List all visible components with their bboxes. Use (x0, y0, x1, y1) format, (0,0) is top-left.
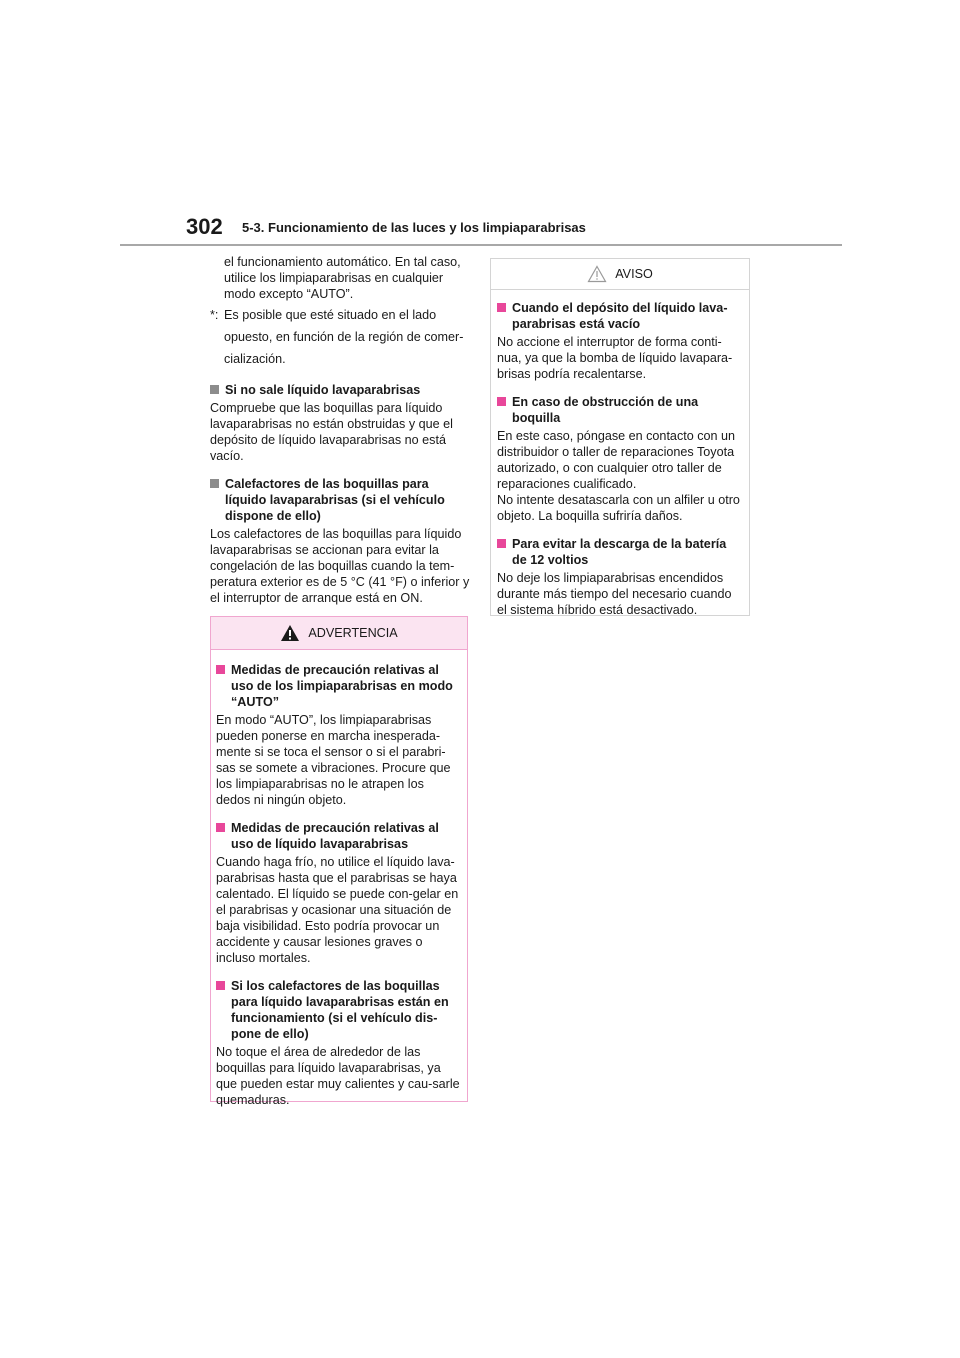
square-bullet-icon (216, 981, 225, 990)
square-bullet-icon (210, 479, 219, 488)
notice-text-battery: No deje los limpiaparabrisas encendidos durante más tiempo del necesario cuando el sistema híbrido está desactivado. (497, 571, 732, 617)
section-title: 5-3. Funcionamiento de las luces y los limpiaparabrisas (242, 220, 586, 235)
warning-header (211, 617, 467, 650)
notice-header (491, 259, 749, 290)
square-bullet-icon (216, 665, 225, 674)
warning-heading-auto-mode: Medidas de precaución relativas al uso de los limpiaparabrisas en modo “AUTO” (216, 662, 461, 710)
notice-text-empty-tank: No accione el interruptor de forma conti-nua, ya que la bomba de líquido lavapara-brisas podría recalentarse. (497, 335, 733, 381)
footnote-mark: *: (210, 308, 219, 322)
notice-text-clogged-nozzle-2: No intente desatascarla con un alfiler u otro objeto. La boquilla sufriría daños. (497, 493, 740, 523)
notice-triangle-icon (587, 265, 607, 283)
header-divider (120, 244, 842, 246)
warning-heading-heaters-on: Si los calefactores de las boquillas para líquido lavaparabrisas están en funcionamiento (si el vehículo dis-pone de ello) (216, 978, 461, 1042)
left-column (210, 254, 472, 606)
footnote (210, 304, 472, 370)
warning-triangle-icon (280, 624, 300, 642)
section-heading-no-fluid: Si no sale líquido lavaparabrisas (210, 382, 472, 398)
notice-heading-empty-tank: Cuando el depósito del líquido lava-parabrisas está vacío (497, 300, 743, 332)
notice-box (490, 258, 750, 616)
notice-heading-clogged-nozzle: En caso de obstrucción de una boquilla (497, 394, 743, 426)
warning-title: ADVERTENCIA (308, 626, 398, 640)
section-body-no-fluid: Compruebe que las boquillas para líquido lavaparabrisas no están obstruidas y que el depósito de líquido lavaparabrisas no está vacío. (210, 401, 453, 463)
section-body-nozzle-heaters: Los calefactores de las boquillas para líquido lavaparabrisas se accionan para evitar la congelación de las boquillas cuando la tem-peratura exterior es de 5 °C (41 °F) o inferior y el interruptor de arranque está en ON. (210, 527, 470, 605)
notice-title: AVISO (615, 267, 653, 281)
intro-continuation: el funcionamiento automático. En tal caso, utilice los limpiaparabrisas en cualquier modo excepto “AUTO”. (224, 255, 461, 301)
footnote-text: Es posible que esté situado en el lado opuesto, en función de la región de comer-cialización. (224, 308, 464, 366)
warning-heading-washer-fluid: Medidas de precaución relativas al uso de líquido lavaparabrisas (216, 820, 461, 852)
notice-heading-battery: Para evitar la descarga de la batería de 12 voltios (497, 536, 743, 568)
page-number: 302 (186, 214, 223, 239)
notice-body (491, 300, 749, 618)
warning-box (210, 616, 468, 1107)
square-bullet-icon (497, 397, 506, 406)
square-bullet-icon (497, 303, 506, 312)
section-heading-nozzle-heaters: Calefactores de las boquillas para líquido lavaparabrisas (si el vehículo dispone de ello) (210, 476, 472, 524)
warning-text-washer-fluid: Cuando haga frío, no utilice el líquido lava-parabrisas hasta que el parabrisas se haya calentado. El líquido se puede con-gelar en el parabrisas y ocasionar una situación de baja visibilidad. Esto podría provocar un accidente y causar lesiones graves o incluso mortales. (216, 855, 459, 965)
square-bullet-icon (497, 539, 506, 548)
notice-text-clogged-nozzle: En este caso, póngase en contacto con un distribuidor o taller de reparaciones Toyota autorizado, o con cualquier otro taller de reparaciones cualificado. (497, 429, 736, 491)
warning-text-heaters-on: No toque el área de alrededor de las boquillas para líquido lavaparabrisas, ya que pueden estar muy calientes y cau-sarle quemaduras. (216, 1045, 460, 1107)
square-bullet-icon (210, 385, 219, 394)
warning-body (211, 650, 467, 1108)
warning-text-auto-mode: En modo “AUTO”, los limpiaparabrisas pueden ponerse en marcha inesperada-mente si se toca el sensor o si el parabri-sas se somete a vibraciones. Procure que los limpiaparabrisas no le atrapen los dedos ni ningún objeto. (216, 713, 451, 807)
square-bullet-icon (216, 823, 225, 832)
